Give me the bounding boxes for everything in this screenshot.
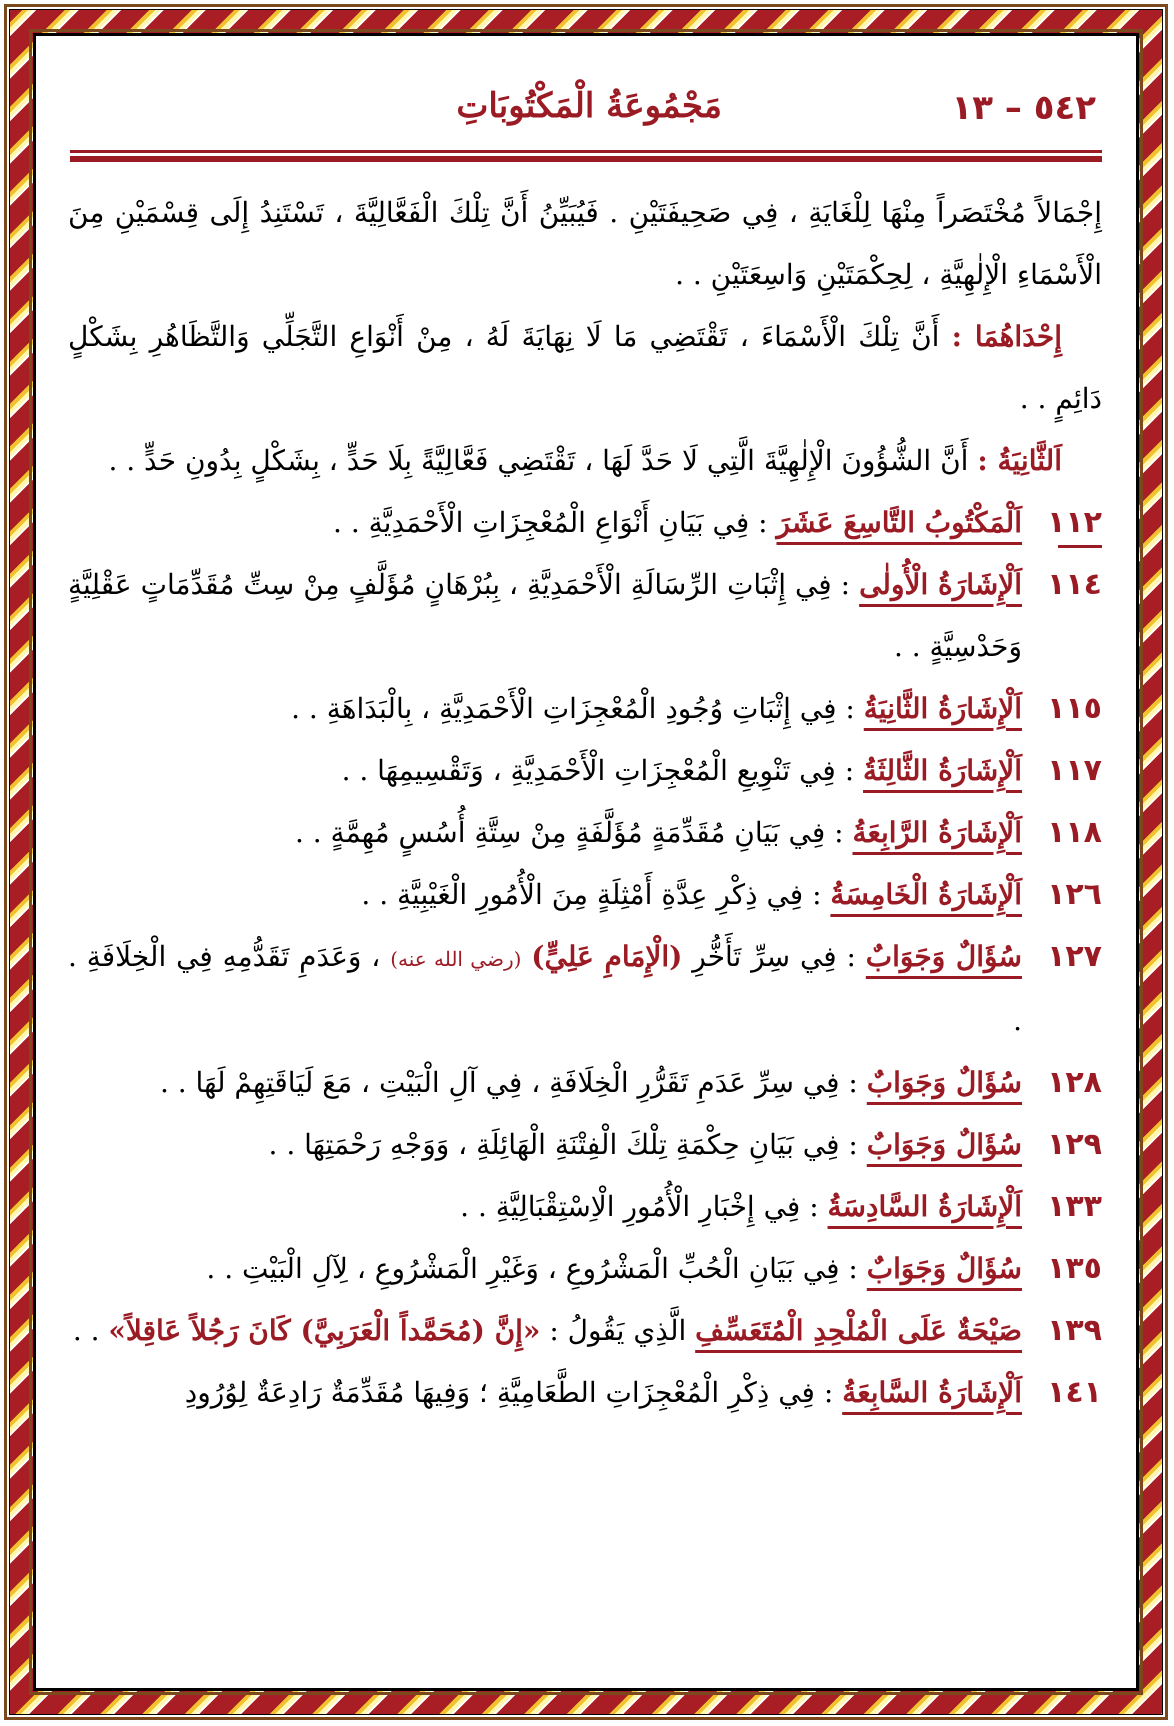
toc-entry[interactable] xyxy=(68,926,1102,1052)
quoted-statement: «إِنَّ (مُحَمَّداً الْعَرَبِيَّ) كَانَ رَجُلاً عَاقِلاً» xyxy=(108,1314,541,1347)
book-title: مَجْمُوعَةُ الْمَكْتُوبَاتِ xyxy=(456,86,722,126)
toc-page-number: ١٢٩ xyxy=(1047,1127,1102,1162)
toc-title: اَلْإِشَارَةُ الرَّابِعَةُ xyxy=(852,816,1022,849)
toc-title: اَلْمَكْتُوبُ التَّاسِعَ عَشَرَ xyxy=(776,506,1022,539)
toc-page-number: ١٣٣ xyxy=(1047,1189,1102,1224)
toc-page-number: ١١٤ xyxy=(1047,567,1102,602)
toc-description: : فِي تَنْوِيعِ الْمُعْجِزَاتِ الْأَحْمَدِيَّةِ ، وَتَقْسِيمِهَا . . xyxy=(341,754,864,787)
toc-page-number: ١٢٨ xyxy=(1047,1065,1102,1100)
toc-description: الَّذِي يَقُولُ : xyxy=(540,1314,696,1347)
toc-description: : فِي سِرِّ تَأَخُّرِ xyxy=(682,940,866,973)
table-of-contents xyxy=(68,492,1102,1424)
toc-description: : فِي سِرِّ عَدَمِ تَقَرُّرِ الْخِلَافَةِ ، فِي آلِ الْبَيْتِ ، مَعَ لَيَاقَتِهِمْ لَهَا . . xyxy=(159,1066,867,1099)
toc-title: سُؤَالٌ وَجَوَابٌ xyxy=(866,1252,1022,1285)
toc-description: : فِي بَيَانِ أَنْوَاعِ الْمُعْجِزَاتِ الْأَحْمَدِيَّةِ . . xyxy=(333,506,777,539)
imam-ali-name: (الْإِمَامِ عَلِيٍّ) xyxy=(531,940,683,973)
toc-title: سُؤَالٌ وَجَوَابٌ xyxy=(866,1066,1022,1099)
toc-entry[interactable] xyxy=(68,1238,1102,1300)
toc-title: صَيْحَةٌ عَلَى الْمُلْحِدِ الْمُتَعَسِّفِ xyxy=(695,1314,1022,1347)
toc-title: سُؤَالٌ وَجَوَابٌ xyxy=(866,1128,1022,1161)
toc-entry[interactable] xyxy=(68,1052,1102,1114)
first-point-label: إِحْدَاهُمَا : xyxy=(951,320,1062,353)
toc-title: اَلْإِشَارَةُ الثَّالِثَةُ xyxy=(863,754,1022,787)
toc-title: اَلْإِشَارَةُ الثَّانِيَةُ xyxy=(863,692,1022,725)
toc-entry[interactable] xyxy=(68,864,1102,926)
toc-entry[interactable] xyxy=(68,1300,1102,1362)
toc-description: : فِي إِثْبَاتِ الرِّسَالَةِ الْأَحْمَدِيَّةِ ، بِبُرْهَانٍ مُؤَلَّفٍ مِنْ سِتِّ مُقَدِّمَاتٍ عَقْلِيَّةٍ وَحَدْسِيَّةٍ . . xyxy=(68,568,1022,663)
toc-description: : فِي بَيَانِ حِكْمَةِ تِلْكَ الْفِتْنَةِ الْهَائِلَةِ ، وَوَجْهِ رَحْمَتِهَا . . xyxy=(268,1128,867,1161)
toc-page-number: ١١٥ xyxy=(1047,691,1102,726)
toc-entry[interactable] xyxy=(68,1362,1102,1424)
intro-first-point xyxy=(68,306,1102,430)
toc-entry[interactable] xyxy=(68,1176,1102,1238)
toc-page-number: ١١٨ xyxy=(1047,815,1102,850)
toc-page-number: ١١٧ xyxy=(1047,753,1102,788)
intro-paragraph: إِجْمَالاً مُخْتَصَراً مِنْهَا لِلْغَايَةِ ، فِي صَحِيفَتَيْنِ . فَيُبَيِّنُ أَنَّ تِلْكَ الْفَعَّالِيَّةَ ، تَسْتَنِدُ إِلَى قِسْمَيْنِ مِنَ الْأَسْمَاءِ الْإِلٰهِيَّةِ ، لِحِكْمَتَيْنِ وَاسِعَتَيْنِ . . xyxy=(68,196,1102,291)
toc-description: : فِي إِثْبَاتِ وُجُودِ الْمُعْجِزَاتِ الْأَحْمَدِيَّةِ ، بِالْبَدَاهَةِ . . xyxy=(291,692,864,725)
honorific-glyph: (رضي الله عنه) xyxy=(390,947,522,971)
toc-entry[interactable] xyxy=(68,678,1102,740)
toc-entry[interactable] xyxy=(68,554,1102,678)
running-header xyxy=(68,82,1102,142)
header-rule-thin xyxy=(70,150,1102,153)
toc-page-number: ١٣٩ xyxy=(1047,1313,1102,1348)
header-rule-thick xyxy=(70,156,1102,162)
second-point-text: أَنَّ الشُّؤُونَ الْإِلٰهِيَّةَ الَّتِي لَا حَدَّ لَهَا ، تَقْتَضِي فَعَّالِيَّةً بِلَا حَدٍّ ، بِشَكْلٍ بِدُونِ حَدٍّ . . xyxy=(108,444,978,477)
first-point-text: أَنَّ تِلْكَ الْأَسْمَاءَ ، تَقْتَضِي مَا لَا نِهَايَةَ لَهُ ، مِنْ أَنْوَاعِ التَّجَلِّي وَالتَّظَاهُرِ بِشَكْلٍ دَائِمٍ . . xyxy=(68,320,1102,415)
page-number: ٥٤٢ – ١٣ xyxy=(951,88,1096,128)
toc-page-number: ١٢٧ xyxy=(1047,939,1102,974)
toc-page-number: ١٤١ xyxy=(1047,1375,1102,1410)
toc-title: اَلْإِشَارَةُ الْخَامِسَةُ xyxy=(830,878,1022,911)
toc-title: اَلْإِشَارَةُ السَّابِعَةُ xyxy=(842,1376,1022,1409)
page-content xyxy=(68,182,1102,1424)
second-point-label: اَلثَّانِيَةُ : xyxy=(977,444,1062,477)
toc-description-end: . . xyxy=(72,1314,109,1347)
toc-description: : فِي ذِكْرِ عِدَّةِ أَمْثِلَةٍ مِنَ الْأُمُورِ الْغَيْبِيَّةِ . . xyxy=(361,878,831,911)
toc-title: اَلْإِشَارَةُ الْأُولٰى xyxy=(859,568,1022,601)
toc-description: : فِي بَيَانِ مُقَدِّمَةٍ مُؤَلَّفَةٍ مِنْ سِتَّةِ أُسُسٍ مُهِمَّةٍ . . xyxy=(294,816,853,849)
toc-description-end: ، وَعَدَمِ تَقَدُّمِهِ فِي الْخِلَافَةِ . . xyxy=(68,940,1022,1037)
toc-title: سُؤَالٌ وَجَوَابٌ xyxy=(865,940,1022,973)
toc-entry[interactable] xyxy=(68,802,1102,864)
toc-title: اَلْإِشَارَةُ السَّادِسَةُ xyxy=(827,1190,1022,1223)
toc-page-number: ١١٢ xyxy=(1022,492,1102,554)
toc-description: : فِي إِخْبَارِ الْأُمُورِ الْاِسْتِقْبَالِيَّةِ . . xyxy=(460,1190,828,1223)
toc-entry[interactable] xyxy=(68,740,1102,802)
intro-second-point xyxy=(68,430,1102,492)
toc-description: : فِي ذِكْرِ الْمُعْجِزَاتِ الطَّعَامِيَّةِ ؛ وَفِيهَا مُقَدِّمَةٌ رَادِعَةٌ لِوُرُودِ xyxy=(184,1376,843,1409)
toc-description: : فِي بَيَانِ الْحُبِّ الْمَشْرُوعِ ، وَغَيْرِ الْمَشْرُوعِ ، لِآلِ الْبَيْتِ . . xyxy=(206,1252,867,1285)
toc-entry[interactable] xyxy=(68,492,1102,554)
toc-entry[interactable] xyxy=(68,1114,1102,1176)
toc-page-number: ١٢٦ xyxy=(1047,877,1102,912)
toc-page-number: ١٣٥ xyxy=(1047,1251,1102,1286)
